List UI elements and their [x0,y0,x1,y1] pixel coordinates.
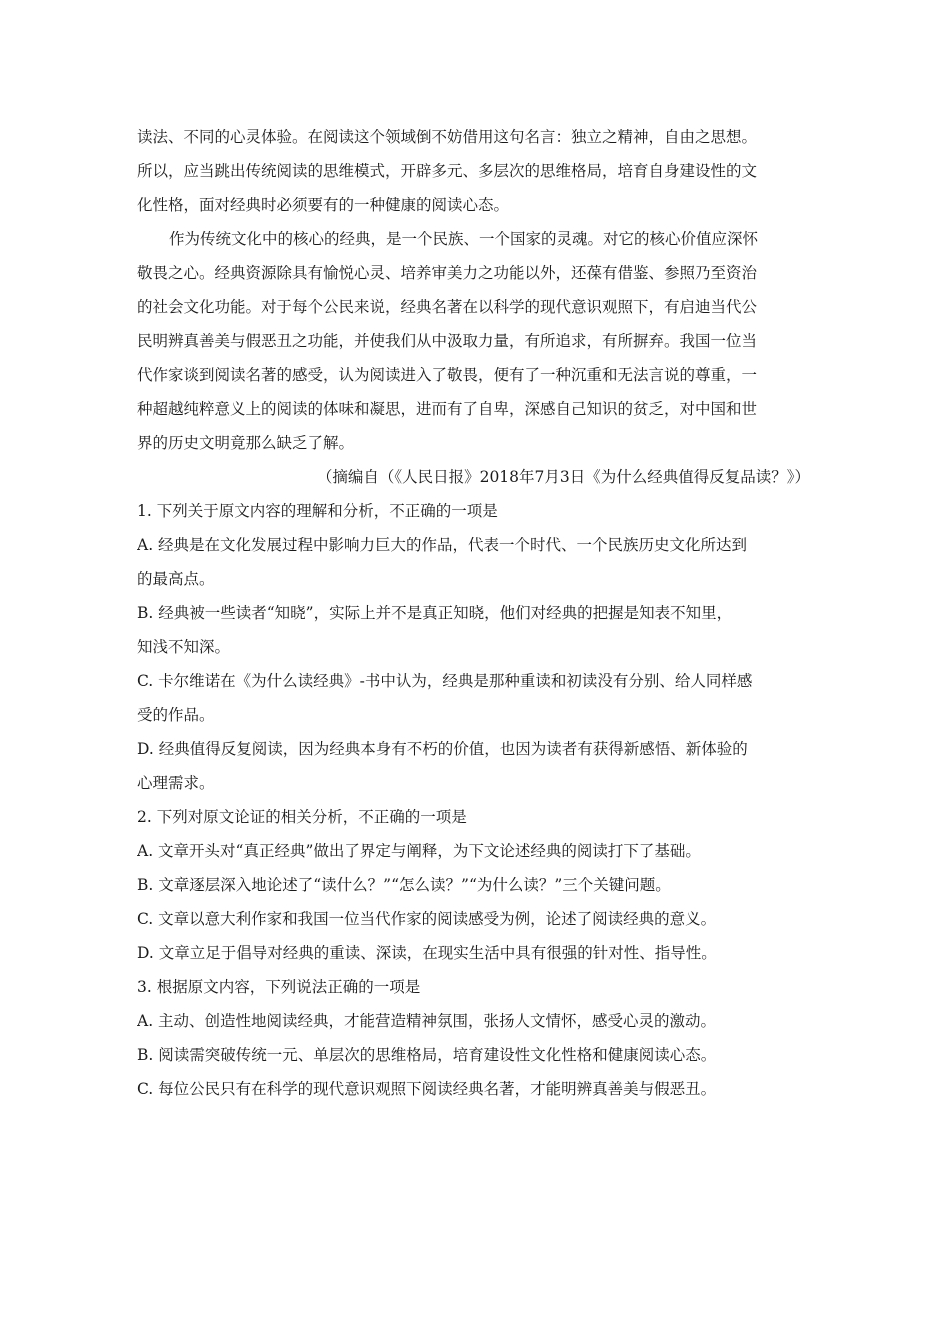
text-line: 作为传统文化中的核心的经典，是一个民族、一个国家的灵魂。对它的核心价值应深怀 [169,230,759,248]
option-text: A. 经典是在文化发展过程中影响力巨大的作品，代表一个时代、一个民族历史文化所达到 [137,536,748,554]
option-text: 的最高点。 [137,570,215,588]
question-2 [137,800,810,970]
option-b[interactable] [137,596,810,664]
option-text: 知浅不知深。 [137,638,231,656]
text-line: 所以，应当跳出传统阅读的思维模式，开辟多元、多层次的思维格局，培育自身建设性的文 [137,162,758,180]
question-1 [137,494,810,800]
option-a[interactable]: A. 主动、创造性地阅读经典，才能营造精神氛围，张扬人文情怀，感受心灵的激动。 [137,1012,717,1030]
paragraph-2 [137,222,810,460]
text-line: 界的历史文明竟那么缺乏了解。 [137,434,355,452]
source-citation: （摘编自（《人民日报》2018年7月3日《为什么经典值得反复品读？》） [316,468,810,486]
option-text: 受的作品。 [137,706,215,724]
option-text: C. 卡尔维诺在《为什么读经典》-书中认为，经典是那种重读和初读没有分别、给人同样感 [137,672,753,690]
option-b[interactable]: B. 文章逐层深入地论述了“读什么？”“怎么读？”“为什么读？”三个关键问题。 [137,876,671,894]
option-text: 心理需求。 [137,774,215,792]
text-line: 的社会文化功能。对于每个公民来说，经典名著在以科学的现代意识观照下，有启迪当代公 [137,298,758,316]
option-a[interactable]: A. 文章开头对“真正经典”做出了界定与阐释，为下文论述经典的阅读打下了基础。 [137,842,701,860]
question-stem: 3. 根据原文内容，下列说法正确的一项是 [137,978,421,996]
option-b[interactable]: B. 阅读需突破传统一元、单层次的思维格局，培育建设性文化性格和健康阅读心态。 [137,1046,717,1064]
text-line: 种超越纯粹意义上的阅读的体味和凝思，进而有了自卑，深感自己知识的贫乏，对中国和世 [137,400,758,418]
question-stem: 2. 下列对原文论证的相关分析，不正确的一项是 [137,808,467,826]
option-text: B. 经典被一些读者“知晓”，实际上并不是真正知晓，他们对经典的把握是知表不知里， [137,604,733,622]
question-stem: 1. 下列关于原文内容的理解和分析，不正确的一项是 [137,502,498,520]
option-text: D. 经典值得反复阅读，因为经典本身有不朽的价值，也因为读者有获得新感悟、新体验的 [137,740,748,758]
text-line: 敬畏之心。经典资源除具有愉悦心灵、培养审美力之功能以外，还葆有借鉴、参照乃至资治 [137,264,758,282]
option-d[interactable]: D. 文章立足于倡导对经典的重读、深读，在现实生活中具有很强的针对性、指导性。 [137,944,717,962]
text-line: 读法、不同的心灵体验。在阅读这个领域倒不妨借用这句名言：独立之精神，自由之思想。 [137,128,758,146]
document-body [137,120,810,1106]
option-c[interactable]: C. 每位公民只有在科学的现代意识观照下阅读经典名著，才能明辨真善美与假恶丑。 [137,1080,717,1098]
text-line: 化性格，面对经典时必须要有的一种健康的阅读心态。 [137,196,510,214]
text-line: 代作家谈到阅读名著的感受，认为阅读进入了敬畏，便有了一种沉重和无法言说的尊重，一 [137,366,758,384]
option-a[interactable] [137,528,810,596]
option-c[interactable]: C. 文章以意大利作家和我国一位当代作家的阅读感受为例，论述了阅读经典的意义。 [137,910,717,928]
paragraph-1 [137,120,810,222]
text-line: 民明辨真善美与假恶丑之功能，并使我们从中汲取力量，有所追求，有所摒弃。我国一位当 [137,332,758,350]
option-c[interactable] [137,664,810,732]
question-3 [137,970,810,1106]
option-d[interactable] [137,732,810,800]
